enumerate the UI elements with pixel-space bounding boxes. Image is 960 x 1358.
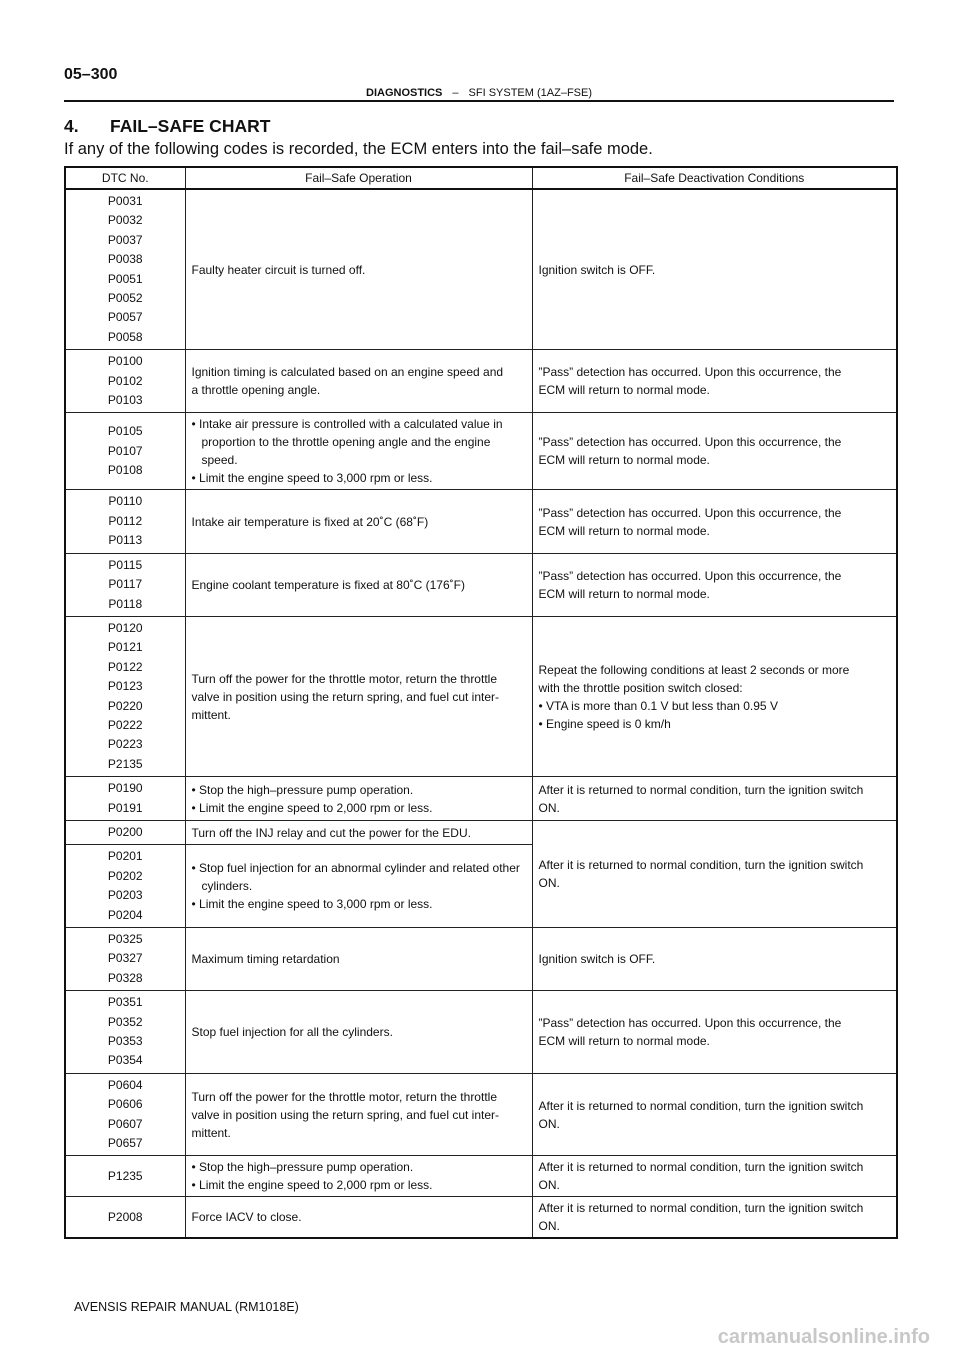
table-row <box>65 777 897 821</box>
table-row <box>65 350 897 413</box>
operation-text: a throttle opening angle. <box>191 383 321 398</box>
deactivation-text: After it is returned to normal condition, turn the ignition switch <box>538 782 864 797</box>
deactivation-cell <box>532 1197 897 1239</box>
deactivation-text: ON. <box>538 1116 560 1131</box>
dtc-code: P0112 <box>108 513 143 528</box>
dtc-code: P0100 <box>107 354 143 369</box>
operation-text: valve in position using the return spring, and fuel cut inter- <box>191 1107 500 1122</box>
operation-text: Force IACV to close. <box>191 1210 302 1225</box>
operation-text: • Limit the engine speed to 2,000 rpm or less. <box>191 1178 433 1193</box>
dtc-code: P0203 <box>107 888 143 903</box>
operation-text: • Limit the engine speed to 2,000 rpm or less. <box>191 800 433 815</box>
operation-text: Stop fuel injection for all the cylinders. <box>191 1025 393 1040</box>
table-row <box>65 991 897 1074</box>
deactivation-text: ECM will return to normal mode. <box>538 586 710 601</box>
operation-cell <box>185 845 532 928</box>
section-heading <box>64 116 270 137</box>
dtc-code: P0201 <box>107 849 143 864</box>
table-header-row <box>65 167 897 189</box>
deactivation-text: ECM will return to normal mode. <box>538 1034 710 1049</box>
deactivation-text: ECM will return to normal mode. <box>538 383 710 398</box>
dtc-code: P0032 <box>107 213 143 228</box>
deactivation-text: ECM will return to normal mode. <box>538 523 710 538</box>
operation-text: Intake air temperature is fixed at 20˚C (68˚F) <box>191 514 429 529</box>
dtc-cell <box>65 490 185 553</box>
deactivation-cell <box>532 1073 897 1156</box>
dtc-cell <box>65 350 185 413</box>
dtc-cell <box>65 189 185 350</box>
section-title: DIAGNOSTICS <box>366 87 443 99</box>
dtc-code: P0052 <box>107 291 143 306</box>
deactivation-cell <box>532 1156 897 1197</box>
operation-text: Maximum timing retardation <box>191 952 340 967</box>
deactivation-cell <box>532 413 897 490</box>
operation-cell <box>185 928 532 991</box>
dtc-code: P0038 <box>107 252 143 267</box>
column-header-dtc: DTC No. <box>65 167 185 189</box>
deactivation-cell <box>532 820 897 927</box>
operation-text: • Stop fuel injection for an abnormal cylinder and related other cylinders. <box>191 861 520 894</box>
operation-text: valve in position using the return spring, and fuel cut inter- <box>191 689 500 704</box>
table-row <box>65 1197 897 1239</box>
dtc-code: P2135 <box>107 756 143 771</box>
dtc-cell <box>65 777 185 821</box>
deactivation-cell <box>532 928 897 991</box>
deactivation-text: After it is returned to normal condition, turn the ignition switch <box>538 1098 864 1113</box>
dtc-code: P0328 <box>107 970 143 985</box>
operation-text: • Stop the high–pressure pump operation. <box>191 782 414 797</box>
operation-text: Turn off the power for the throttle motor, return the throttle <box>191 1089 497 1104</box>
dtc-cell <box>65 1197 185 1239</box>
operation-text: mittent. <box>191 707 231 722</box>
dtc-cell <box>65 553 185 616</box>
dtc-code: P0037 <box>107 232 143 247</box>
deactivation-cell <box>532 490 897 553</box>
deactivation-text: • VTA is more than 0.1 V but less than 0.95 V <box>538 698 778 713</box>
table-row <box>65 189 897 350</box>
deactivation-text: ON. <box>538 875 560 890</box>
deactivation-text: ON. <box>538 1219 560 1234</box>
dtc-code: P0354 <box>107 1053 143 1068</box>
operation-cell <box>185 820 532 844</box>
dtc-code: P0051 <box>107 271 143 286</box>
fail-safe-table <box>64 166 898 1239</box>
dtc-code: P0190 <box>107 781 143 796</box>
operation-cell <box>185 991 532 1074</box>
dtc-code: P0102 <box>107 373 143 388</box>
dtc-code: P0223 <box>107 737 143 752</box>
operation-text: • Limit the engine speed to 3,000 rpm or less. <box>191 471 433 486</box>
deactivation-text: ”Pass” detection has occurred. Upon this occurrence, the <box>538 1016 842 1031</box>
table-row <box>65 413 897 490</box>
dtc-code: P0220 <box>107 698 143 713</box>
dtc-code: P0222 <box>107 717 143 732</box>
operation-text: Engine coolant temperature is fixed at 80˚C (176˚F) <box>191 577 465 592</box>
operation-text: • Stop the high–pressure pump operation. <box>191 1160 414 1175</box>
heading-title: FAIL–SAFE CHART <box>110 116 271 136</box>
dtc-code: P0604 <box>107 1077 143 1092</box>
operation-text: Turn off the power for the throttle motor, return the throttle <box>191 671 497 686</box>
table-row <box>65 553 897 616</box>
column-header-operation: Fail–Safe Operation <box>185 167 532 189</box>
deactivation-text: ON. <box>538 800 560 815</box>
dtc-code: P0353 <box>107 1034 143 1049</box>
column-header-deactivation: Fail–Safe Deactivation Conditions <box>532 167 897 189</box>
operation-cell <box>185 350 532 413</box>
deactivation-text: • Engine speed is 0 km/h <box>538 716 671 731</box>
dtc-code: P0107 <box>107 443 143 458</box>
heading-number: 4. <box>64 116 79 136</box>
dtc-code: P0607 <box>107 1116 143 1131</box>
table-row <box>65 1073 897 1156</box>
table-row <box>65 616 897 776</box>
table-row <box>65 820 897 844</box>
dtc-code: P0327 <box>107 951 143 966</box>
operation-cell <box>185 1197 532 1239</box>
dtc-cell <box>65 413 185 490</box>
deactivation-cell <box>532 991 897 1074</box>
dtc-code: P0108 <box>107 463 143 478</box>
dtc-cell <box>65 1156 185 1197</box>
deactivation-text: ”Pass” detection has occurred. Upon this occurrence, the <box>538 505 842 520</box>
dtc-code: P0117 <box>108 577 143 592</box>
operation-text: Ignition timing is calculated based on an engine speed and <box>191 365 504 380</box>
dtc-code: P0123 <box>107 679 143 694</box>
dtc-cell <box>65 1073 185 1156</box>
operation-cell <box>185 413 532 490</box>
operation-text: Turn off the INJ relay and cut the power for the EDU. <box>191 825 471 840</box>
header-separator: – <box>452 87 459 99</box>
deactivation-text: ECM will return to normal mode. <box>538 453 710 468</box>
dtc-code: P0204 <box>107 907 143 922</box>
operation-text: Faulty heater circuit is turned off. <box>191 262 366 277</box>
deactivation-text: Repeat the following conditions at least 2 seconds or more <box>538 662 850 677</box>
operation-cell <box>185 1073 532 1156</box>
deactivation-text: ”Pass” detection has occurred. Upon this occurrence, the <box>538 568 842 583</box>
dtc-code: P0352 <box>107 1014 143 1029</box>
dtc-code: P0191 <box>107 800 143 815</box>
dtc-code: P0113 <box>108 533 143 548</box>
deactivation-text: After it is returned to normal condition, turn the ignition switch <box>538 1201 864 1216</box>
operation-text: • Limit the engine speed to 3,000 rpm or less. <box>191 897 433 912</box>
footer-text: AVENSIS REPAIR MANUAL (RM1018E) <box>74 1300 299 1314</box>
dtc-cell <box>65 928 185 991</box>
dtc-cell <box>65 845 185 928</box>
deactivation-text: Ignition switch is OFF. <box>538 952 656 967</box>
deactivation-text: ”Pass” detection has occurred. Upon this occurrence, the <box>538 365 842 380</box>
page-number: 05–300 <box>64 66 118 83</box>
dtc-code: P0122 <box>107 659 143 674</box>
intro-text: If any of the following codes is recorded, the ECM enters into the fail–safe mode. <box>64 140 653 158</box>
subsection-title: SFI SYSTEM (1AZ–FSE) <box>468 87 592 99</box>
dtc-code: P2008 <box>107 1209 143 1224</box>
dtc-cell <box>65 616 185 776</box>
dtc-code: P0057 <box>107 310 143 325</box>
dtc-cell <box>65 820 185 844</box>
running-header <box>64 86 894 102</box>
deactivation-cell <box>532 350 897 413</box>
dtc-code: P0120 <box>107 620 143 635</box>
deactivation-cell <box>532 553 897 616</box>
deactivation-cell <box>532 616 897 776</box>
operation-cell <box>185 1156 532 1197</box>
dtc-code: P0105 <box>107 424 143 439</box>
dtc-code: P0110 <box>108 494 143 509</box>
table-row <box>65 1156 897 1197</box>
deactivation-text: with the throttle position switch closed: <box>538 680 743 695</box>
watermark: carmanualsonline.info <box>717 1326 930 1348</box>
deactivation-text: Ignition switch is OFF. <box>538 262 656 277</box>
dtc-code: P0118 <box>108 596 143 611</box>
operation-cell <box>185 189 532 350</box>
operation-cell <box>185 490 532 553</box>
dtc-code: P0058 <box>107 329 143 344</box>
dtc-code: P0202 <box>107 868 143 883</box>
deactivation-cell <box>532 189 897 350</box>
table-row <box>65 490 897 553</box>
operation-cell <box>185 777 532 821</box>
dtc-code: P0351 <box>107 995 143 1010</box>
dtc-code: P0103 <box>107 393 143 408</box>
operation-text: mittent. <box>191 1125 231 1140</box>
dtc-code: P0657 <box>107 1136 143 1151</box>
table-row <box>65 928 897 991</box>
operation-text: • Intake air pressure is controlled with a calculated value in proportion to the throttle opening angle and the engine speed. <box>191 417 503 468</box>
deactivation-cell <box>532 777 897 821</box>
dtc-code: P0200 <box>107 824 143 839</box>
deactivation-text: ”Pass” detection has occurred. Upon this occurrence, the <box>538 435 842 450</box>
dtc-code: P0121 <box>107 640 143 655</box>
dtc-code: P0031 <box>107 194 143 208</box>
deactivation-text: ON. <box>538 1178 560 1193</box>
dtc-code: P0606 <box>107 1097 143 1112</box>
dtc-cell <box>65 991 185 1074</box>
deactivation-text: After it is returned to normal condition, turn the ignition switch <box>538 857 864 872</box>
dtc-code: P1235 <box>107 1168 143 1183</box>
operation-cell <box>185 553 532 616</box>
dtc-code: P0115 <box>108 557 143 572</box>
deactivation-text: After it is returned to normal condition, turn the ignition switch <box>538 1160 864 1175</box>
dtc-code: P0325 <box>107 932 143 946</box>
operation-cell <box>185 616 532 776</box>
table-body <box>65 189 897 1238</box>
